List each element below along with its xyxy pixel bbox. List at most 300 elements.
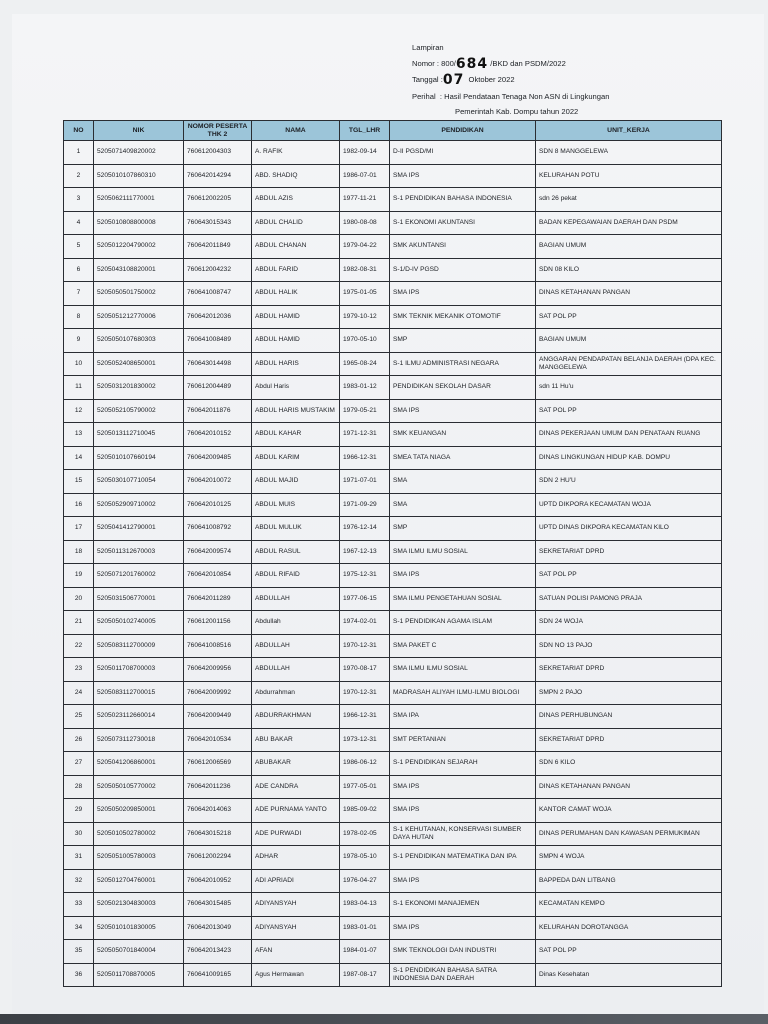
header-unit-kerja: UNIT_KERJA: [536, 121, 722, 141]
cell-tgl-lahir: 1966-12-31: [340, 705, 390, 729]
cell-unit-kerja: sdn 11 Hu'u: [536, 376, 722, 400]
nomor-suffix: /BKD dan PSDM/2022: [490, 58, 566, 68]
cell-no: 20: [64, 587, 94, 611]
cell-tgl-lahir: 1970-12-31: [340, 681, 390, 705]
cell-nomor-peserta: 760641008792: [184, 517, 252, 541]
cell-nomor-peserta: 760643015485: [184, 893, 252, 917]
perihal-label: Perihal: [412, 91, 436, 101]
cell-nomor-peserta: 760643014498: [184, 352, 252, 376]
cell-nama: ADE PURNAMA YANTO: [252, 799, 340, 823]
cell-pendidikan: SMA IPS: [390, 564, 536, 588]
cell-pendidikan: SMA IPS: [390, 282, 536, 306]
table-row: [64, 822, 722, 846]
cell-unit-kerja: DINAS PERHUBUNGAN: [536, 705, 722, 729]
cell-pendidikan: SMT PERTANIAN: [390, 728, 536, 752]
cell-pendidikan: D-II PGSD/MI: [390, 141, 536, 165]
cell-unit-kerja: SDN 6 KILO: [536, 752, 722, 776]
cell-tgl-lahir: 1980-08-08: [340, 211, 390, 235]
cell-nomor-peserta: 760642009956: [184, 658, 252, 682]
cell-no: 15: [64, 470, 94, 494]
cell-nama: ABDUL RASUL: [252, 540, 340, 564]
cell-nomor-peserta: 760642010072: [184, 470, 252, 494]
cell-tgl-lahir: 1975-12-31: [340, 564, 390, 588]
table-row: [64, 493, 722, 517]
cell-unit-kerja: SAT POL PP: [536, 305, 722, 329]
cell-nama: ABDUL HAMID: [252, 305, 340, 329]
cell-nomor-peserta: 760642011849: [184, 235, 252, 259]
scanner-edge: [0, 1014, 768, 1024]
cell-pendidikan: S-1/D-IV PGSD: [390, 258, 536, 282]
cell-pendidikan: PENDIDIKAN SEKOLAH DASAR: [390, 376, 536, 400]
cell-nama: ADIYANSYAH: [252, 916, 340, 940]
cell-nik: 5205021304830003: [94, 893, 184, 917]
cell-nik: 5205010107660194: [94, 446, 184, 470]
cell-unit-kerja: SAT POL PP: [536, 940, 722, 964]
cell-unit-kerja: SDN 2 HU'U: [536, 470, 722, 494]
lampiran-line: [412, 40, 742, 56]
cell-tgl-lahir: 1982-09-14: [340, 141, 390, 165]
cell-nik: 5205050209850001: [94, 799, 184, 823]
cell-pendidikan: SMA IPS: [390, 164, 536, 188]
header-pendidikan: PENDIDIKAN: [390, 121, 536, 141]
cell-tgl-lahir: 1977-11-21: [340, 188, 390, 212]
cell-tgl-lahir: 1984-01-07: [340, 940, 390, 964]
cell-tgl-lahir: 1976-04-27: [340, 869, 390, 893]
cell-nomor-peserta: 760642009992: [184, 681, 252, 705]
perihal-line-2: [412, 104, 742, 120]
cell-nomor-peserta: 760642009485: [184, 446, 252, 470]
cell-unit-kerja: BAGIAN UMUM: [536, 235, 722, 259]
cell-no: 24: [64, 681, 94, 705]
cell-unit-kerja: SEKRETARIAT DPRD: [536, 728, 722, 752]
cell-no: 30: [64, 822, 94, 846]
cell-nomor-peserta: 760642010952: [184, 869, 252, 893]
cell-nik: 5205050102740005: [94, 611, 184, 635]
cell-no: 1: [64, 141, 94, 165]
document-header: [412, 40, 742, 120]
cell-nik: 5205010101830005: [94, 916, 184, 940]
cell-pendidikan: SMA IPS: [390, 399, 536, 423]
cell-nik: 5205012204790002: [94, 235, 184, 259]
tanggal-suffix: Oktober 2022: [468, 75, 515, 85]
table-row: [64, 282, 722, 306]
cell-unit-kerja: SMPN 4 WOJA: [536, 846, 722, 870]
cell-pendidikan: S-1 PENDIDIKAN AGAMA ISLAM: [390, 611, 536, 635]
table-row: [64, 188, 722, 212]
cell-nik: 5205011312670003: [94, 540, 184, 564]
cell-tgl-lahir: 1975-01-05: [340, 282, 390, 306]
cell-nama: ABDUL KAHAR: [252, 423, 340, 447]
cell-nik: 5205083112700009: [94, 634, 184, 658]
table-row: [64, 211, 722, 235]
cell-nomor-peserta: 760641008489: [184, 329, 252, 353]
cell-pendidikan: SMP: [390, 329, 536, 353]
cell-pendidikan: S-1 PENDIDIKAN BAHASA INDONESIA: [390, 188, 536, 212]
cell-pendidikan: MADRASAH ALIYAH ILMU-ILMU BIOLOGI: [390, 681, 536, 705]
table-row: [64, 963, 722, 987]
cell-nama: ABU BAKAR: [252, 728, 340, 752]
cell-pendidikan: SMK AKUNTANSI: [390, 235, 536, 259]
header-no: NO: [64, 121, 94, 141]
cell-pendidikan: SMA IPS: [390, 869, 536, 893]
cell-tgl-lahir: 1986-06-12: [340, 752, 390, 776]
cell-nama: ABDULLAH: [252, 587, 340, 611]
cell-nomor-peserta: 760642009449: [184, 705, 252, 729]
cell-nomor-peserta: 760642010125: [184, 493, 252, 517]
cell-pendidikan: SMP: [390, 517, 536, 541]
table-row: [64, 399, 722, 423]
cell-tgl-lahir: 1971-09-29: [340, 493, 390, 517]
cell-nik: 5205062111770001: [94, 188, 184, 212]
cell-no: 8: [64, 305, 94, 329]
cell-nama: ABDUL AZIS: [252, 188, 340, 212]
cell-nama: ABDUL KARIM: [252, 446, 340, 470]
cell-tgl-lahir: 1978-05-10: [340, 846, 390, 870]
cell-unit-kerja: UPTD DINAS DIKPORA KECAMATAN KILO: [536, 517, 722, 541]
cell-no: 12: [64, 399, 94, 423]
cell-unit-kerja: KELURAHAN DOROTANGGA: [536, 916, 722, 940]
table-row: [64, 423, 722, 447]
cell-nomor-peserta: 760643015343: [184, 211, 252, 235]
cell-nik: 5205013112710045: [94, 423, 184, 447]
cell-tgl-lahir: 1971-12-31: [340, 423, 390, 447]
cell-nomor-peserta: 760641008516: [184, 634, 252, 658]
cell-nik: 5205052105790002: [94, 399, 184, 423]
cell-nomor-peserta: 760642013049: [184, 916, 252, 940]
cell-nomor-peserta: 760642009574: [184, 540, 252, 564]
cell-nik: 5205071201760002: [94, 564, 184, 588]
cell-nik: 5205051005780003: [94, 846, 184, 870]
cell-nomor-peserta: 760642014063: [184, 799, 252, 823]
cell-unit-kerja: KANTOR CAMAT WOJA: [536, 799, 722, 823]
table-row: [64, 893, 722, 917]
cell-nama: ABDUL HALIK: [252, 282, 340, 306]
cell-no: 14: [64, 446, 94, 470]
cell-tgl-lahir: 1970-12-31: [340, 634, 390, 658]
table-row: [64, 517, 722, 541]
table-row: [64, 540, 722, 564]
cell-pendidikan: SMK TEKNIK MEKANIK OTOMOTIF: [390, 305, 536, 329]
cell-nomor-peserta: 760642010534: [184, 728, 252, 752]
cell-nama: ABDUL HARIS: [252, 352, 340, 376]
cell-nik: 5205031506770001: [94, 587, 184, 611]
cell-nama: ABDUL MAJID: [252, 470, 340, 494]
cell-nama: ABDURRAKHMAN: [252, 705, 340, 729]
cell-nomor-peserta: 760612006569: [184, 752, 252, 776]
cell-nama: ABDULLAH: [252, 658, 340, 682]
cell-unit-kerja: BAGIAN UMUM: [536, 329, 722, 353]
cell-nama: ADI APRIADI: [252, 869, 340, 893]
header-nik: NIK: [94, 121, 184, 141]
cell-nik: 5205012704760001: [94, 869, 184, 893]
cell-nama: ABDUL MULUK: [252, 517, 340, 541]
cell-nik: 5205010107860310: [94, 164, 184, 188]
header-tgl-lahir: TGL_LHR: [340, 121, 390, 141]
nomor-line: [412, 56, 742, 73]
cell-nomor-peserta: 760641009165: [184, 963, 252, 987]
header-nama: NAMA: [252, 121, 340, 141]
cell-no: 6: [64, 258, 94, 282]
table-row: [64, 869, 722, 893]
cell-tgl-lahir: 1982-08-31: [340, 258, 390, 282]
cell-nama: ABDUL MUIS: [252, 493, 340, 517]
cell-pendidikan: SMEA TATA NIAGA: [390, 446, 536, 470]
cell-pendidikan: S-1 PENDIDIKAN MATEMATIKA DAN IPA: [390, 846, 536, 870]
table-row: [64, 775, 722, 799]
lampiran-label: Lampiran: [412, 43, 444, 52]
cell-nama: AFAN: [252, 940, 340, 964]
cell-nik: 5205041206860001: [94, 752, 184, 776]
cell-nama: ABD. SHADIQ: [252, 164, 340, 188]
table-row: [64, 141, 722, 165]
cell-nama: ABUBAKAR: [252, 752, 340, 776]
table-row: [64, 634, 722, 658]
cell-unit-kerja: SMPN 2 PAJO: [536, 681, 722, 705]
cell-nik: 5205051212770006: [94, 305, 184, 329]
cell-tgl-lahir: 1985-09-02: [340, 799, 390, 823]
table-row: [64, 470, 722, 494]
cell-nik: 5205010502780002: [94, 822, 184, 846]
cell-nomor-peserta: 760642011289: [184, 587, 252, 611]
cell-nama: ADE CANDRA: [252, 775, 340, 799]
cell-tgl-lahir: 1973-12-31: [340, 728, 390, 752]
cell-tgl-lahir: 1983-01-01: [340, 916, 390, 940]
cell-nik: 5205041412790001: [94, 517, 184, 541]
cell-tgl-lahir: 1970-05-10: [340, 329, 390, 353]
header-nomor-peserta: NOMOR PESERTA THK 2: [184, 121, 252, 141]
cell-unit-kerja: KECAMATAN KEMPO: [536, 893, 722, 917]
table-row: [64, 728, 722, 752]
cell-no: 17: [64, 517, 94, 541]
cell-tgl-lahir: 1974-02-01: [340, 611, 390, 635]
cell-pendidikan: S-1 PENDIDIKAN BAHASA SATRA INDONESIA DAN DAERAH: [390, 963, 536, 987]
cell-tgl-lahir: 1987-08-17: [340, 963, 390, 987]
cell-nik: 5205031201830002: [94, 376, 184, 400]
cell-no: 19: [64, 564, 94, 588]
cell-nomor-peserta: 760612002205: [184, 188, 252, 212]
cell-unit-kerja: DINAS LINGKUNGAN HIDUP KAB. DOMPU: [536, 446, 722, 470]
cell-nik: 5205023112660014: [94, 705, 184, 729]
table-row: [64, 329, 722, 353]
table-row: [64, 235, 722, 259]
cell-nomor-peserta: 760642010152: [184, 423, 252, 447]
cell-no: 36: [64, 963, 94, 987]
cell-nomor-peserta: 760612004232: [184, 258, 252, 282]
cell-tgl-lahir: 1983-01-12: [340, 376, 390, 400]
cell-nomor-peserta: 760641008747: [184, 282, 252, 306]
nomor-handwritten: 684: [455, 55, 489, 72]
table-body: [64, 141, 722, 987]
cell-no: 4: [64, 211, 94, 235]
perihal-text-2: Pemerintah Kab. Dompu tahun 2022: [455, 107, 579, 117]
cell-pendidikan: SMA ILMU ILMU SOSIAL: [390, 540, 536, 564]
cell-pendidikan: SMA IPA: [390, 705, 536, 729]
cell-no: 10: [64, 352, 94, 376]
cell-tgl-lahir: 1979-05-21: [340, 399, 390, 423]
table-header: [64, 121, 722, 141]
cell-nik: 5205052408650001: [94, 352, 184, 376]
cell-nama: Abdul Haris: [252, 376, 340, 400]
cell-tgl-lahir: 1986-07-01: [340, 164, 390, 188]
table-row: [64, 611, 722, 635]
cell-nama: ADE PURWADI: [252, 822, 340, 846]
cell-nama: Abdullah: [252, 611, 340, 635]
cell-nomor-peserta: 760612004489: [184, 376, 252, 400]
cell-no: 25: [64, 705, 94, 729]
cell-nama: ABDUL RIFAID: [252, 564, 340, 588]
cell-nomor-peserta: 760642012036: [184, 305, 252, 329]
cell-no: 27: [64, 752, 94, 776]
cell-no: 22: [64, 634, 94, 658]
cell-no: 2: [64, 164, 94, 188]
cell-no: 31: [64, 846, 94, 870]
cell-unit-kerja: BAPPEDA DAN LITBANG: [536, 869, 722, 893]
cell-nama: ABDUL HAMID: [252, 329, 340, 353]
cell-nik: 5205050701840004: [94, 940, 184, 964]
cell-pendidikan: SMA PAKET C: [390, 634, 536, 658]
cell-no: 35: [64, 940, 94, 964]
cell-tgl-lahir: 1979-10-12: [340, 305, 390, 329]
table-row: [64, 446, 722, 470]
cell-nik: 5205050105770002: [94, 775, 184, 799]
cell-nama: ABDUL HARIS MUSTAKIM: [252, 399, 340, 423]
cell-unit-kerja: SATUAN POLISI PAMONG PRAJA: [536, 587, 722, 611]
tanggal-line: [412, 72, 742, 89]
cell-pendidikan: SMA ILMU ILMU SOSIAL: [390, 658, 536, 682]
nomor-label: Nomor: [412, 58, 435, 68]
cell-no: 11: [64, 376, 94, 400]
cell-nomor-peserta: 760642013423: [184, 940, 252, 964]
table-row: [64, 376, 722, 400]
table-row: [64, 705, 722, 729]
cell-nomor-peserta: 760643015218: [184, 822, 252, 846]
cell-unit-kerja: SEKRETARIAT DPRD: [536, 540, 722, 564]
data-table: [63, 120, 722, 987]
cell-unit-kerja: UPTD DIKPORA KECAMATAN WOJA: [536, 493, 722, 517]
cell-no: 28: [64, 775, 94, 799]
table-row: [64, 258, 722, 282]
cell-tgl-lahir: 1983-04-13: [340, 893, 390, 917]
cell-nomor-peserta: 760642011236: [184, 775, 252, 799]
cell-unit-kerja: SEKRETARIAT DPRD: [536, 658, 722, 682]
cell-tgl-lahir: 1967-12-13: [340, 540, 390, 564]
table-row: [64, 846, 722, 870]
cell-nomor-peserta: 760642014294: [184, 164, 252, 188]
cell-no: 16: [64, 493, 94, 517]
cell-pendidikan: SMK TEKNOLOGI DAN INDUSTRI: [390, 940, 536, 964]
cell-nik: 5205043108820001: [94, 258, 184, 282]
cell-no: 3: [64, 188, 94, 212]
nomor-prefix: : 800/: [436, 58, 456, 68]
cell-nama: ABDUL CHANAN: [252, 235, 340, 259]
cell-nomor-peserta: 760642010854: [184, 564, 252, 588]
cell-unit-kerja: sdn 26 pekat: [536, 188, 722, 212]
cell-unit-kerja: DINAS PEKERJAAN UMUM DAN PENATAAN RUANG: [536, 423, 722, 447]
cell-pendidikan: S-1 PENDIDIKAN SEJARAH: [390, 752, 536, 776]
cell-unit-kerja: SDN 08 KILO: [536, 258, 722, 282]
cell-tgl-lahir: 1977-06-15: [340, 587, 390, 611]
cell-nama: ABDUL CHALID: [252, 211, 340, 235]
cell-tgl-lahir: 1966-12-31: [340, 446, 390, 470]
table-row: [64, 681, 722, 705]
cell-pendidikan: SMA IPS: [390, 916, 536, 940]
tanggal-handwritten: 07: [442, 72, 465, 89]
table-row: [64, 799, 722, 823]
cell-no: 33: [64, 893, 94, 917]
table-row: [64, 352, 722, 376]
cell-pendidikan: SMA ILMU PENGETAHUAN SOSIAL: [390, 587, 536, 611]
cell-pendidikan: SMA: [390, 493, 536, 517]
cell-nik: 5205011708870005: [94, 963, 184, 987]
cell-no: 34: [64, 916, 94, 940]
cell-unit-kerja: SDN 8 MANGGELEWA: [536, 141, 722, 165]
tanggal-label: Tanggal :: [412, 75, 443, 85]
cell-nomor-peserta: 760642011876: [184, 399, 252, 423]
cell-no: 9: [64, 329, 94, 353]
cell-pendidikan: S-1 ILMU ADMINISTRASI NEGARA: [390, 352, 536, 376]
cell-nama: A. RAFIK: [252, 141, 340, 165]
cell-unit-kerja: SDN NO 13 PAJO: [536, 634, 722, 658]
table-row: [64, 305, 722, 329]
cell-no: 21: [64, 611, 94, 635]
cell-pendidikan: S-1 EKONOMI MANAJEMEN: [390, 893, 536, 917]
cell-tgl-lahir: 1976-12-14: [340, 517, 390, 541]
cell-nama: ABDULLAH: [252, 634, 340, 658]
cell-nik: 5205052909710002: [94, 493, 184, 517]
cell-nama: Agus Hermawan: [252, 963, 340, 987]
cell-pendidikan: SMA IPS: [390, 775, 536, 799]
cell-nomor-peserta: 760612002294: [184, 846, 252, 870]
cell-nik: 5205030107710054: [94, 470, 184, 494]
cell-unit-kerja: SAT POL PP: [536, 564, 722, 588]
cell-nik: 5205050501750002: [94, 282, 184, 306]
cell-tgl-lahir: 1965-08-24: [340, 352, 390, 376]
cell-no: 29: [64, 799, 94, 823]
cell-nik: 5205083112700015: [94, 681, 184, 705]
cell-pendidikan: SMA: [390, 470, 536, 494]
table-row: [64, 658, 722, 682]
table-row: [64, 916, 722, 940]
cell-no: 5: [64, 235, 94, 259]
cell-no: 32: [64, 869, 94, 893]
cell-pendidikan: SMK KEUANGAN: [390, 423, 536, 447]
cell-nomor-peserta: 760612001156: [184, 611, 252, 635]
cell-pendidikan: S-1 KEHUTANAN, KONSERVASI SUMBER DAYA HUTAN: [390, 822, 536, 846]
table-row: [64, 752, 722, 776]
table-row: [64, 164, 722, 188]
cell-pendidikan: SMA IPS: [390, 799, 536, 823]
cell-no: 7: [64, 282, 94, 306]
perihal-line: [412, 89, 742, 105]
cell-no: 18: [64, 540, 94, 564]
cell-unit-kerja: DINAS PERUMAHAN DAN KAWASAN PERMUKIMAN: [536, 822, 722, 846]
cell-unit-kerja: SDN 24 WOJA: [536, 611, 722, 635]
cell-nomor-peserta: 760612004303: [184, 141, 252, 165]
cell-nama: Abdurrahman: [252, 681, 340, 705]
cell-nama: ABDUL FARID: [252, 258, 340, 282]
cell-unit-kerja: SAT POL PP: [536, 399, 722, 423]
cell-nik: 5205011708700003: [94, 658, 184, 682]
cell-tgl-lahir: 1979-04-22: [340, 235, 390, 259]
cell-tgl-lahir: 1971-07-01: [340, 470, 390, 494]
cell-nama: ADIYANSYAH: [252, 893, 340, 917]
table-row: [64, 587, 722, 611]
cell-nama: ADHAR: [252, 846, 340, 870]
perihal-text: : Hasil Pendataan Tenaga Non ASN di Lingkungan: [439, 91, 610, 101]
cell-unit-kerja: BADAN KEPEGAWAIAN DAERAH DAN PSDM: [536, 211, 722, 235]
cell-nik: 5205050107680303: [94, 329, 184, 353]
table-row: [64, 564, 722, 588]
